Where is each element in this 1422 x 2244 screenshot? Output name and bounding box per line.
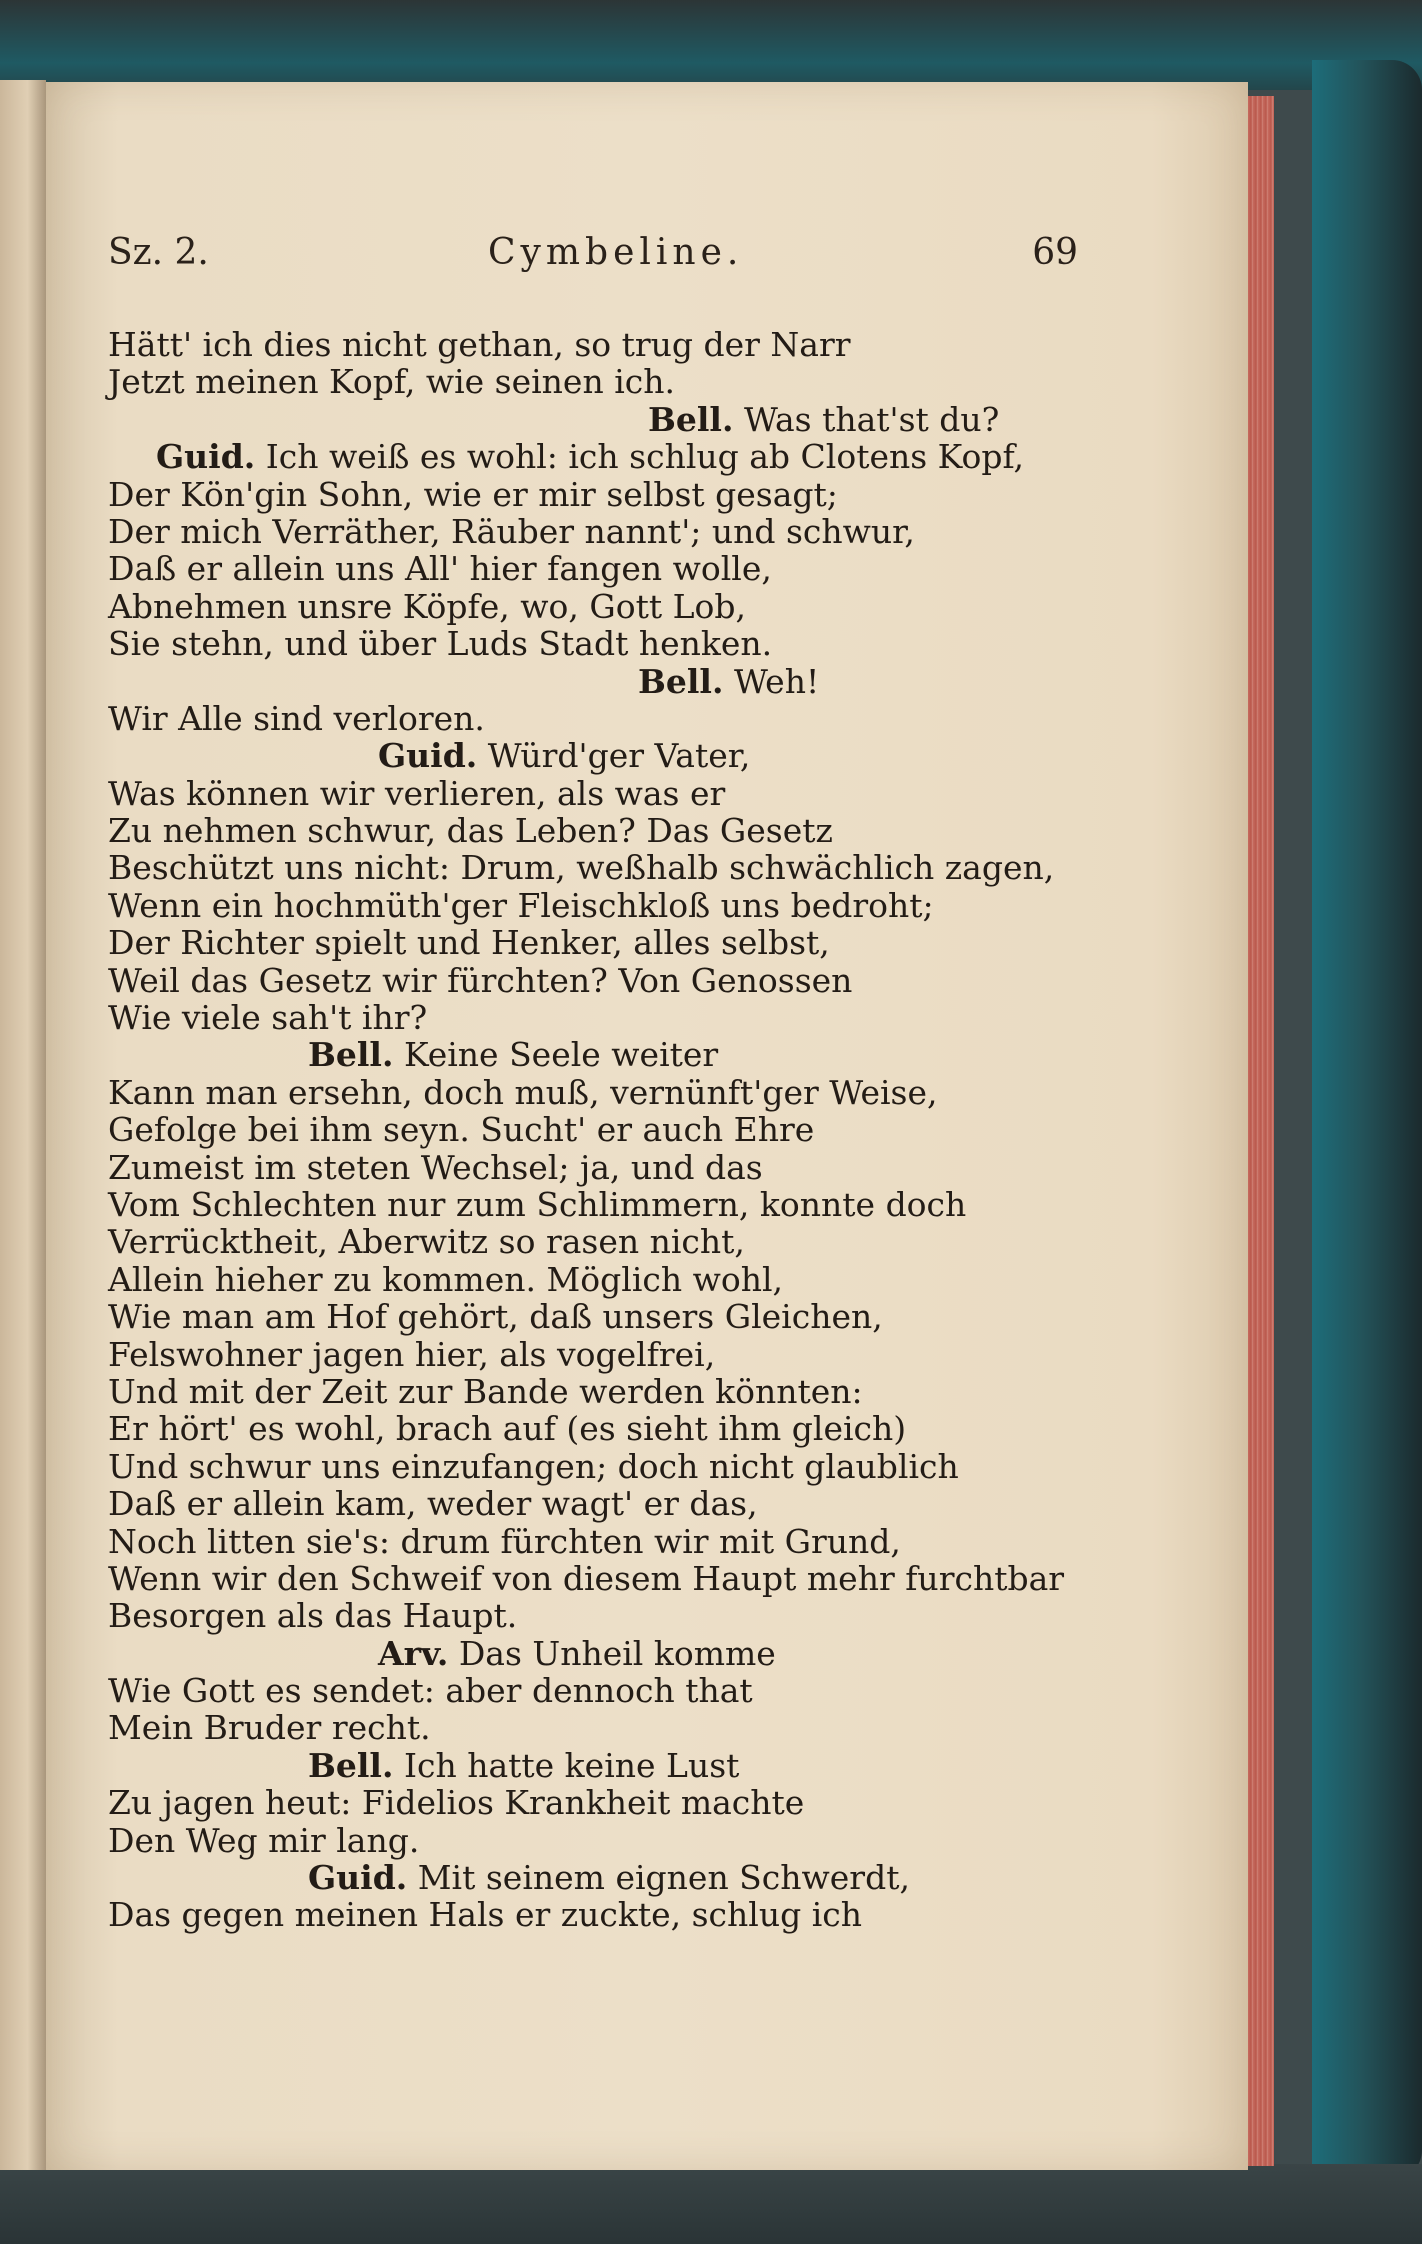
- verse-line: [108, 363, 1038, 400]
- running-title: Cymbeline.: [488, 232, 744, 273]
- line-text: Felswohner jagen hier, als vogelfrei,: [108, 1334, 716, 1374]
- line-text: Ich hatte keine Lust: [393, 1745, 740, 1785]
- line-text: Der Richter spielt und Henker, alles selbst,: [108, 923, 830, 963]
- verse-line: [108, 1784, 1038, 1821]
- verse-line: [108, 1523, 1038, 1560]
- line-text: Wenn ein hochmüth'ger Fleischkloß uns bedroht;: [108, 885, 934, 925]
- speaker-name: Guid.: [308, 1858, 408, 1898]
- line-text: Daß er allein uns All' hier fangen wolle,: [108, 549, 772, 589]
- line-text: Noch litten sie's: drum fürchten wir mit Grund,: [108, 1521, 901, 1561]
- verse-line: [108, 438, 1038, 475]
- line-text: Der mich Verräther, Räuber nannt'; und schwur,: [108, 511, 915, 551]
- line-text: Daß er allein kam, weder wagt' er das,: [108, 1484, 758, 1524]
- book-cover-bottom: [0, 2164, 1422, 2244]
- verse-line: [108, 1410, 1038, 1447]
- verse-line: [108, 999, 1038, 1036]
- verse-line: [108, 588, 1038, 625]
- line-text: Zu nehmen schwur, das Leben? Das Gesetz: [108, 811, 833, 851]
- verse-line: [108, 476, 1038, 513]
- verse-line: [108, 848, 1055, 888]
- verse-line: [108, 513, 1038, 550]
- verse-line: [108, 924, 1038, 961]
- verse-line: [108, 1485, 1038, 1522]
- line-text: Was können wir verlieren, als was er: [108, 773, 726, 813]
- line-text: Würd'ger Vater,: [477, 736, 751, 776]
- facing-page-edge: [0, 80, 46, 2170]
- line-text: Das Unheil komme: [448, 1633, 776, 1673]
- verse-line: [108, 1558, 1065, 1598]
- verse-line: [108, 625, 1038, 662]
- verse-line: [108, 1298, 1038, 1335]
- line-text: Verrücktheit, Aberwitz so rasen nicht,: [108, 1222, 745, 1262]
- book-cover-top: [0, 0, 1422, 90]
- verse-line: [108, 962, 1038, 999]
- line-text: Weh!: [723, 661, 820, 701]
- speaker-name: Guid.: [378, 736, 478, 776]
- speaker-name: Arv.: [378, 1633, 449, 1673]
- verse-line: [108, 737, 1038, 774]
- line-text: Wie viele sah't ihr?: [108, 998, 428, 1038]
- line-text: Beschützt uns nicht: Drum, weßhalb schwächlich zagen,: [108, 848, 1055, 888]
- line-text: Ich weiß es wohl: ich schlug ab Clotens Kopf,: [255, 437, 1024, 477]
- line-text: Wie man am Hof gehört, daß unsers Gleichen,: [108, 1297, 883, 1337]
- verse-line: [108, 1896, 1038, 1933]
- verse-line: [108, 1336, 1038, 1373]
- line-text: Vom Schlechten nur zum Schlimmern, konnte doch: [108, 1184, 967, 1224]
- line-text: Und mit der Zeit zur Bande werden könnten:: [108, 1371, 863, 1411]
- verse-line: [108, 700, 1038, 737]
- verse-text: [108, 325, 1065, 1935]
- verse-line: [108, 775, 1038, 812]
- verse-line: [108, 1223, 1038, 1260]
- line-text: Sie stehn, und über Luds Stadt henken.: [108, 624, 773, 664]
- line-text: Was that'st du?: [733, 399, 1000, 439]
- scene-number: Sz. 2.: [108, 232, 209, 273]
- verse-line: [108, 1859, 1038, 1896]
- line-text: Mein Bruder recht.: [108, 1708, 431, 1748]
- line-text: Weil das Gesetz wir fürchten? Von Genossen: [108, 960, 853, 1000]
- verse-line: [108, 663, 1038, 700]
- line-text: Hätt' ich dies nicht gethan, so trug der Narr: [108, 325, 851, 364]
- line-text: Besorgen als das Haupt.: [108, 1596, 518, 1636]
- speaker-name: Bell.: [308, 1745, 394, 1785]
- line-text: Und schwur uns einzufangen; doch nicht glaublich: [108, 1446, 959, 1486]
- verse-line: [108, 1597, 1038, 1634]
- page-number: 69: [1032, 232, 1078, 273]
- verse-line: [108, 1111, 1038, 1148]
- verse-line: [108, 1186, 1038, 1223]
- red-page-edge: [1248, 96, 1274, 2166]
- running-header: [108, 232, 1078, 282]
- line-text: Keine Seele weiter: [393, 1035, 719, 1075]
- line-text: Kann man ersehn, doch muß, vernünft'ger Weise,: [108, 1072, 938, 1112]
- verse-line: [108, 1149, 1038, 1186]
- speaker-name: Bell.: [308, 1035, 394, 1075]
- line-text: Das gegen meinen Hals er zuckte, schlug ich: [108, 1895, 863, 1935]
- verse-line: [108, 1373, 1038, 1410]
- line-text: Jetzt meinen Kopf, wie seinen ich.: [108, 362, 675, 402]
- verse-line: [108, 887, 1038, 924]
- verse-line: [108, 1709, 1038, 1746]
- line-text: Er hört' es wohl, brach auf (es sieht ihm gleich): [108, 1409, 907, 1449]
- line-text: Wie Gott es sendet: aber dennoch that: [108, 1671, 753, 1711]
- speaker-name: Guid.: [156, 437, 256, 477]
- verse-line: [108, 1635, 1038, 1672]
- verse-line: [108, 401, 1038, 438]
- line-text: Gefolge bei ihm seyn. Sucht' er auch Ehre: [108, 1110, 815, 1150]
- line-text: Allein hieher zu kommen. Möglich wohl,: [108, 1259, 784, 1299]
- line-text: Zumeist im steten Wechsel; ja, und das: [108, 1147, 763, 1187]
- verse-line: [108, 1261, 1038, 1298]
- verse-line: [108, 1448, 1038, 1485]
- verse-line: [108, 326, 1038, 363]
- speaker-name: Bell.: [648, 399, 734, 439]
- line-text: Zu jagen heut: Fidelios Krankheit machte: [108, 1783, 805, 1823]
- verse-line: [108, 1074, 1038, 1111]
- verse-line: [108, 812, 1038, 849]
- line-text: Wenn wir den Schweif von diesem Haupt mehr furchtbar: [108, 1558, 1065, 1598]
- line-text: Den Weg mir lang.: [108, 1820, 420, 1860]
- verse-line: [108, 550, 1038, 587]
- verse-line: [108, 1672, 1038, 1709]
- line-text: Abnehmen unsre Köpfe, wo, Gott Lob,: [108, 586, 747, 626]
- speaker-name: Bell.: [638, 661, 724, 701]
- verse-line: [108, 1036, 1038, 1073]
- line-text: Wir Alle sind verloren.: [108, 698, 485, 738]
- verse-line: [108, 1822, 1038, 1859]
- line-text: Mit seinem eignen Schwerdt,: [407, 1858, 910, 1898]
- book-cover-right: [1312, 60, 1422, 2180]
- line-text: Der Kön'gin Sohn, wie er mir selbst gesagt;: [108, 474, 838, 514]
- verse-line: [108, 1747, 1038, 1784]
